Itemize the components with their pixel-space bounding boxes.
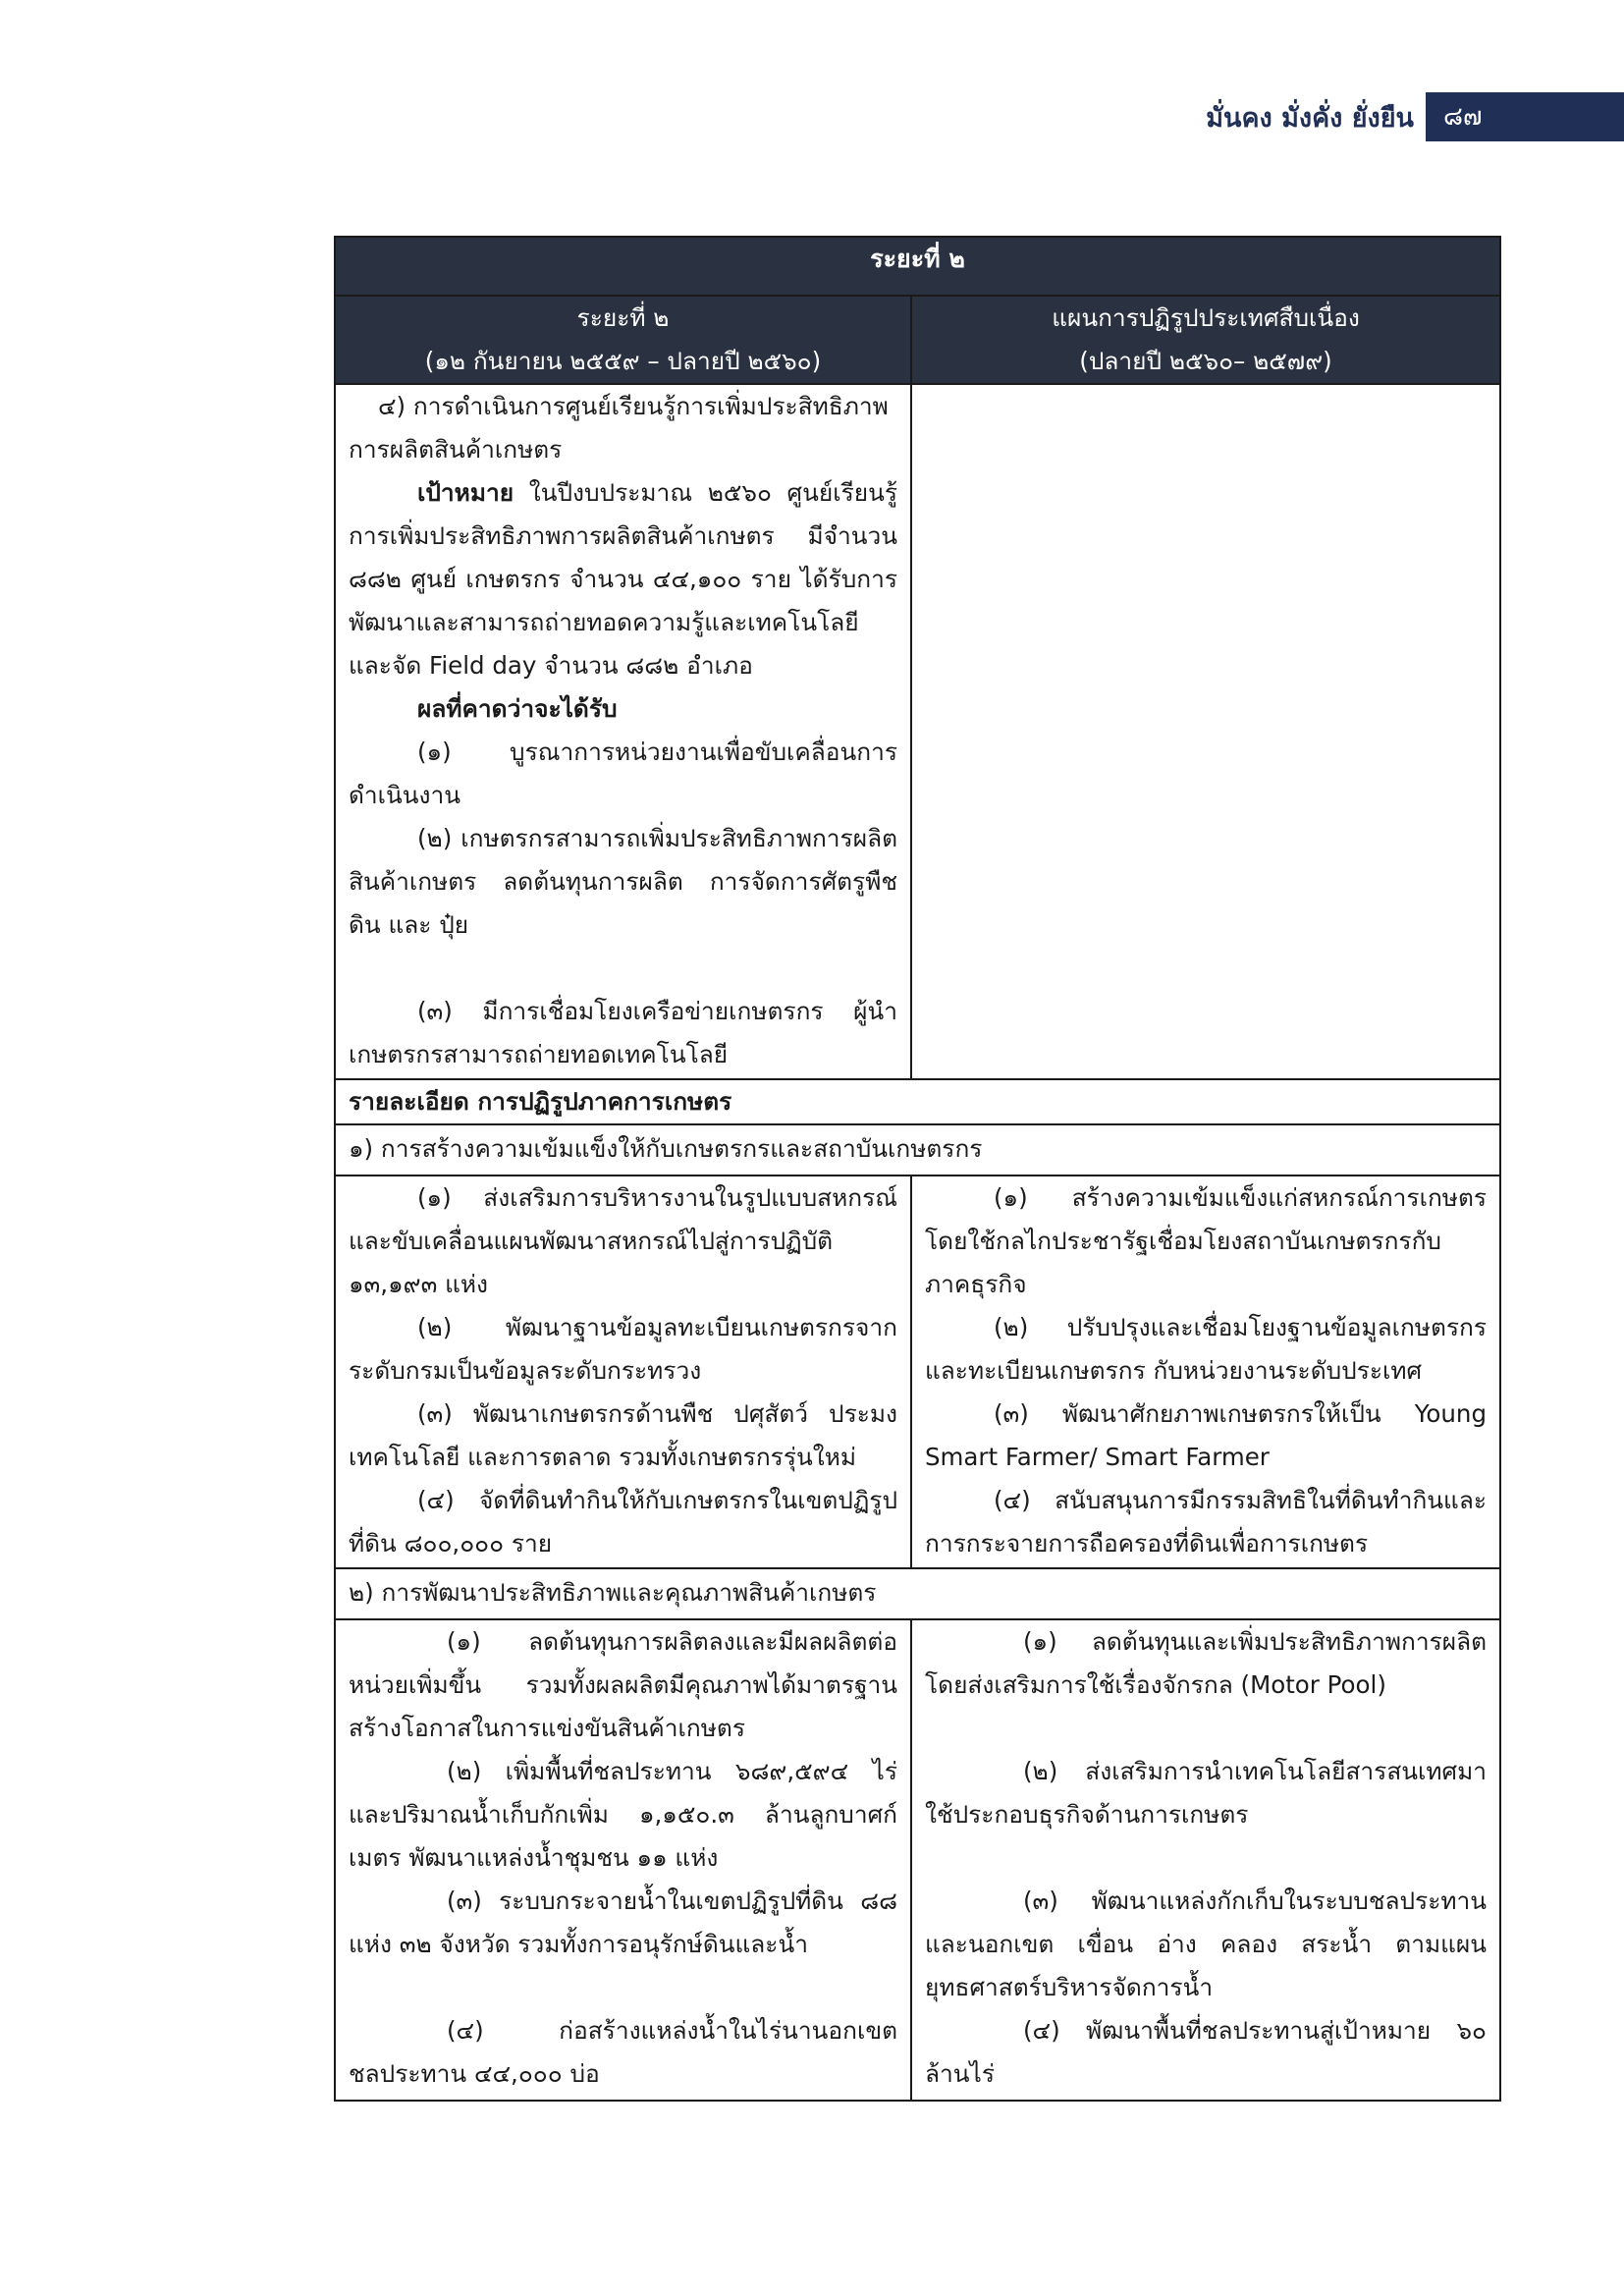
details-heading: รายละเอียด การปฏิรูปภาคการเกษตร bbox=[335, 1079, 1500, 1124]
block1-right-cell bbox=[911, 384, 1500, 1079]
col-right-heading bbox=[911, 296, 1500, 384]
col-right-heading-line1: แผนการปฏิรูปประเทศสืบเนื่อง bbox=[1052, 303, 1360, 332]
list-item: (๔) พัฒนาพื้นที่ชลประทานสู่เป้าหมาย ๖๐ ล้านไร่ bbox=[925, 2016, 1488, 2088]
result-item: (๓) มีการเชื่อมโยงเครือข่ายเกษตรกร ผู้นำเกษตรกรสามารถถ่ายทอดเทคโนโลยี bbox=[349, 997, 897, 1068]
col-left-heading-line2: (๑๒ กันยายน ๒๕๕๙ – ปลายปี ๒๕๖๐) bbox=[424, 347, 822, 375]
list-item: (๑) ลดต้นทุนและเพิ่มประสิทธิภาพการผลิตโดยส่งเสริมการใช้เรื่องจักรกล (Motor Pool) bbox=[925, 1627, 1488, 1699]
list-item: (๒) ส่งเสริมการนำเทคโนโลยีสารสนเทศมาใช้ประกอบธุรกิจด้านการเกษตร bbox=[925, 1757, 1488, 1829]
result-item: (๑) บูรณาการหน่วยงานเพื่อขับเคลื่อนการดำเนินงาน bbox=[349, 738, 897, 809]
section1-left-cell bbox=[335, 1175, 911, 1568]
section2-left-cell bbox=[335, 1619, 911, 2101]
target-text: ในปีงบประมาณ ๒๕๖๐ ศูนย์เรียนรู้การเพิ่มประสิทธิภาพการผลิตสินค้าเกษตร มีจำนวน ๘๘๒ ศูนย์ เกษตรกร จำนวน ๔๔,๑๐๐ ราย ได้รับการพัฒนาและสามารถถ่ายทอดความรู้และเทคโนโลยีและจัด Field day จำนวน ๘๘๒ อำเภอ bbox=[349, 478, 897, 680]
list-item: (๓) พัฒนาเกษตรกรด้านพืช ปศุสัตว์ ประมง เทคโนโลยี และการตลาด รวมทั้งเกษตรกรรุ่นใหม่ bbox=[349, 1399, 897, 1471]
list-item: (๓) ระบบกระจายน้ำในเขตปฏิรูปที่ดิน ๘๘ แห่ง ๓๒ จังหวัด รวมทั้งการอนุรักษ์ดินและน้ำ bbox=[349, 1886, 897, 1958]
running-header-title: มั่นคง มั่งคั่ง ยั่งยืน bbox=[1206, 103, 1414, 134]
result-item: (๒) เกษตรกรสามารถเพิ่มประสิทธิภาพการผลิตสินค้าเกษตร ลดต้นทุนการผลิต การจัดการศัตรูพืช ดิน และ ปุ๋ย bbox=[349, 824, 897, 939]
col-left-heading-line1: ระยะที่ ๒ bbox=[576, 303, 670, 332]
section2-title: ๒) การพัฒนาประสิทธิภาพและคุณภาพสินค้าเกษตร bbox=[335, 1568, 1500, 1619]
block1-target bbox=[349, 471, 897, 687]
list-item: (๑) สร้างความเข้มแข็งแก่สหกรณ์การเกษตรโดยใช้กลไกประชารัฐเชื่อมโยงสถาบันเกษตรกรกับภาคธุรกิจ bbox=[925, 1183, 1488, 1298]
col-right-heading-line2: (ปลายปี ๒๕๖๐– ๒๕๗๙) bbox=[1079, 347, 1332, 375]
page-number-tab: ๘๗ bbox=[1426, 92, 1624, 141]
list-item: (๑) ลดต้นทุนการผลิตลงและมีผลผลิตต่อหน่วยเพิ่มขึ้น รวมทั้งผลผลิตมีคุณภาพได้มาตรฐาน สร้างโอกาสในการแข่งขันสินค้าเกษตร bbox=[349, 1627, 897, 1742]
list-item: (๒) พัฒนาฐานข้อมูลทะเบียนเกษตรกรจากระดับกรมเป็นข้อมูลระดับกระทรวง bbox=[349, 1313, 897, 1385]
target-label: เป้าหมาย bbox=[417, 478, 514, 507]
block1-title-line1: ๔) การดำเนินการศูนย์เรียนรู้การเพิ่มประสิทธิภาพ bbox=[378, 392, 889, 420]
section2-right-cell bbox=[911, 1619, 1500, 2101]
list-item: (๓) พัฒนาแหล่งกักเก็บในระบบชลประทานและนอกเขต เขื่อน อ่าง คลอง สระน้ำ ตามแผนยุทธศาสตร์บริหารจัดการน้ำ bbox=[925, 1886, 1488, 2001]
list-item: (๒) เพิ่มพื้นที่ชลประทาน ๖๘๙,๕๙๔ ไร่ และปริมาณน้ำเก็บกักเพิ่ม ๑,๑๕๐.๓ ล้านลูกบาศก์เมตร พัฒนาแหล่งน้ำชุมชน ๑๑ แห่ง bbox=[349, 1757, 897, 1872]
block1-left-cell bbox=[335, 384, 911, 1079]
section1-title: ๑) การสร้างความเข้มแข็งให้กับเกษตรกรและสถาบันเกษตรกร bbox=[335, 1124, 1500, 1175]
list-item: (๓) พัฒนาศักยภาพเกษตรกรให้เป็น Young Smart Farmer/ Smart Farmer bbox=[925, 1399, 1488, 1471]
section1-right-cell bbox=[911, 1175, 1500, 1568]
list-item: (๒) ปรับปรุงและเชื่อมโยงฐานข้อมูลเกษตรกรและทะเบียนเกษตรกร กับหน่วยงานระดับประเทศ bbox=[925, 1313, 1488, 1385]
list-item: (๔) จัดที่ดินทำกินให้กับเกษตรกรในเขตปฏิรูปที่ดิน ๘๐๐,๐๐๐ ราย bbox=[349, 1486, 897, 1558]
col-left-heading bbox=[335, 296, 911, 384]
result-label: ผลที่คาดว่าจะได้รับ bbox=[417, 694, 618, 723]
list-item: (๔) ก่อสร้างแหล่งน้ำในไร่นานอกเขตชลประทาน ๔๔,๐๐๐ บ่อ bbox=[349, 2016, 897, 2088]
reform-table bbox=[334, 236, 1501, 2102]
table-main-heading: ระยะที่ ๒ bbox=[335, 237, 1500, 296]
list-item: (๔) สนับสนุนการมีกรรมสิทธิในที่ดินทำกินและการกระจายการถือครองที่ดินเพื่อการเกษตร bbox=[925, 1486, 1488, 1558]
block1-title-line2: การผลิตสินค้าเกษตร bbox=[349, 435, 563, 464]
list-item: (๑) ส่งเสริมการบริหารงานในรูปแบบสหกรณ์และขับเคลื่อนแผนพัฒนาสหกรณ์ไปสู่การปฏิบัติ ๑๓,๑๙๓ แห่ง bbox=[349, 1183, 897, 1298]
